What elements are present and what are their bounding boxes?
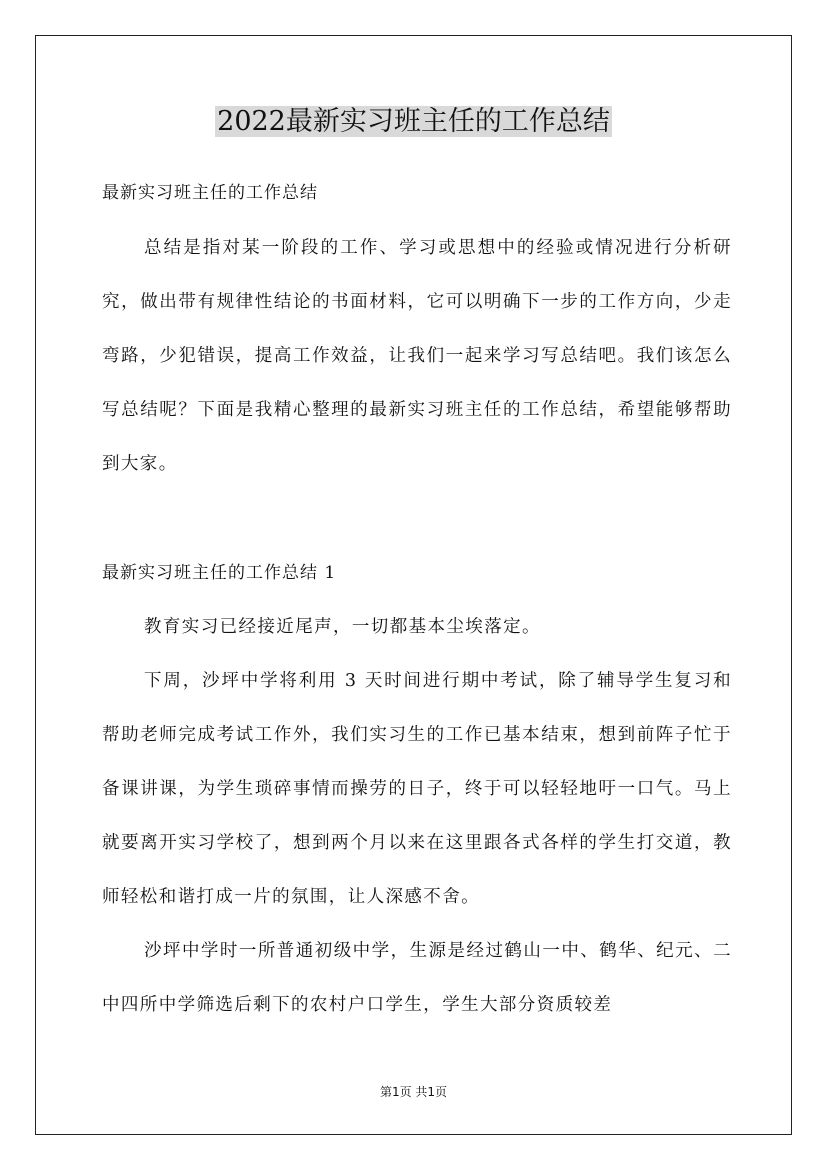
body-paragraph-1: 教育实习已经接近尾声，一切都基本尘埃落定。 [144, 617, 541, 637]
intro-paragraph: 总结是指对某一阶段的工作、学习或思想中的经验或情况进行分析研究，做出带有规律性结论的书面材料，它可以明确下一步的工作方向，少走弯路，少犯错误，提高工作效益，让我们一起来学习写总结吧。我们该怎么写总结呢？下面是我精心整理的最新实习班主任的工作总结，希望能够帮助到大家。 [102, 238, 732, 474]
page-footer: 第1页 共1页 [379, 1085, 448, 1099]
section-heading: 最新实习班主任的工作总结 1 [102, 563, 337, 583]
body-paragraph-2: 下周，沙坪中学将利用 3 天时间进行期中考试，除了辅导学生复习和帮助老师完成考试工作外，我们实习生的工作已基本结束，想到前阵子忙于备课讲课，为学生琐碎事情而操劳的日子，终于可以轻轻地吁一口气。马上就要离开实习学校了，想到两个月以来在这里跟各式各样的学生打交道，教师轻松和谐打成一片的氛围，让人深感不舍。 [102, 671, 732, 907]
document-subtitle: 最新实习班主任的工作总结 [102, 183, 318, 203]
document-title-text: 2022最新实习班主任的工作总结 [217, 106, 610, 137]
document-title [0, 100, 827, 144]
body-paragraph-3: 沙坪中学时一所普通初级中学，生源是经过鹤山一中、鹤华、纪元、二中四所中学筛选后剩下的农村户口学生，学生大部分资质较差 [102, 941, 732, 1015]
